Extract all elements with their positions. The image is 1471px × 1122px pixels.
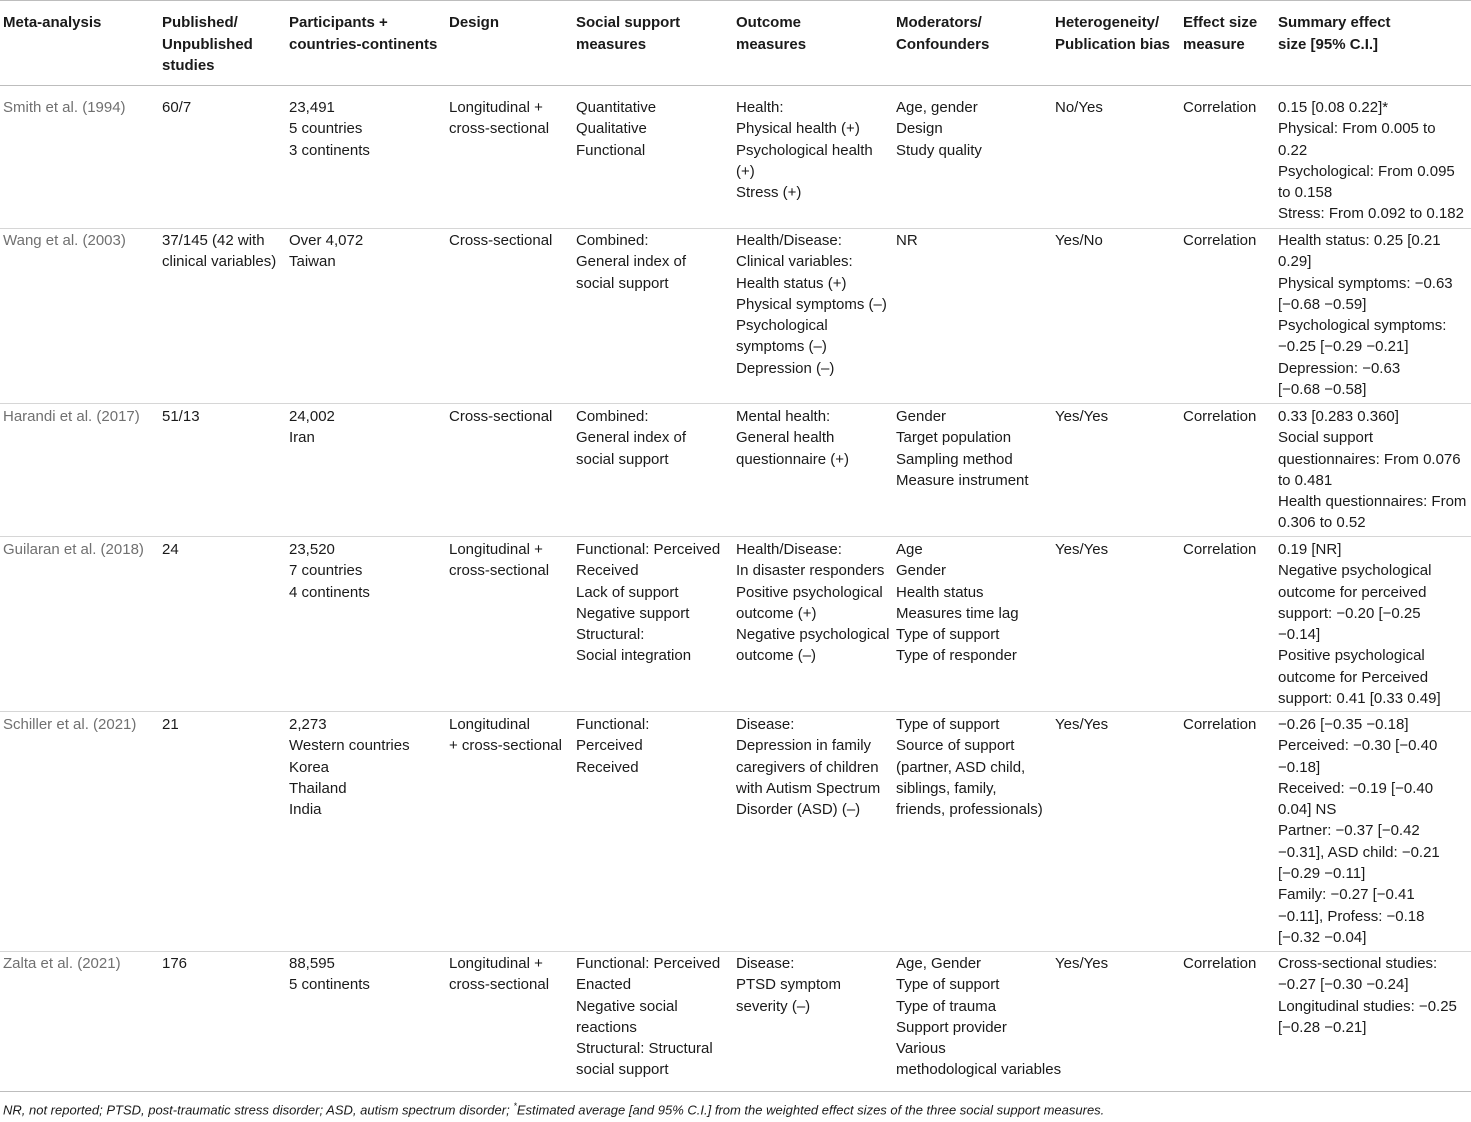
cell-summary: Cross-sectional studies: −0.27 [−0.30 −0.24] Longitudinal studies: −0.25 [−0.28 −0.21] [1278,955,1457,1036]
header-summary-effect: Summary effect size [95% C.I.] [1278,14,1391,53]
header-design: Design [449,14,500,31]
cell-design: Longitudinal + cross-sectional [449,955,550,994]
cell-moderators: Age, gender Design Study quality [896,99,982,159]
cell-studies: 51/13 [162,408,200,425]
header-participants: Participants + countries-continents [289,14,438,53]
footnote-abbreviations: NR, not reported; PTSD, post-traumatic stress disorder; ASD, autism spectrum disorder; [3,1102,514,1118]
cell-studies: 60/7 [162,99,192,116]
cell-outcome: Health/Disease: Clinical variables: Health status (+) Physical symptoms (–) Psychological symptoms (–) Depression (–) [736,232,887,377]
row-divider [0,403,1471,404]
cell-outcome: Disease: PTSD symptom severity (–) [736,955,842,1015]
header-outcome-measures: Outcome measures [736,14,807,53]
cell-meta: Wang et al. (2003) [3,232,126,249]
header-studies: Published/ Unpublished studies [162,14,253,74]
header-effect-size-measure: Effect size measure [1183,14,1258,53]
cell-studies: 176 [162,955,188,972]
footnote-note: Estimated average [and 95% C.I.] from the weighted effect sizes of the three social support measures. [516,1102,1105,1118]
row-divider [0,951,1471,952]
cell-participants: 24,002 Iran [289,408,335,447]
cell-moderators: NR [896,232,918,249]
cell-effect-measure: Correlation [1183,955,1257,972]
cell-support: Quantitative Qualitative Functional [576,99,657,159]
cell-support: Functional: Perceived Received Lack of support Negative support Structural: Social integration [576,541,721,665]
cell-meta: Guilaran et al. (2018) [3,541,144,558]
footnote-marker: * [513,1101,517,1111]
cell-heterogeneity: No/Yes [1055,99,1103,116]
cell-summary: 0.15 [0.08 0.22]* Physical: From 0.005 to 0.22 Psychological: From 0.095 to 0.158 Stress: From 0.092 to 0.182 [1278,99,1464,223]
cell-effect-measure: Correlation [1183,99,1257,116]
table-bottom-rule [0,1091,1471,1092]
cell-effect-measure: Correlation [1183,716,1257,733]
cell-meta: Schiller et al. (2021) [3,716,137,733]
header-support-measures: Social support measures [576,14,681,53]
cell-design: Longitudinal + cross-sectional [449,541,550,580]
cell-studies: 24 [162,541,179,558]
cell-moderators: Age, Gender Type of support Type of trauma Support provider Various methodological variables [896,955,1062,1079]
header-meta-analysis: Meta-analysis [3,14,102,31]
row-divider [0,711,1471,712]
cell-outcome: Mental health: General health questionnaire (+) [736,408,849,468]
cell-design: Longitudinal + cross-sectional [449,716,562,755]
cell-studies: 21 [162,716,179,733]
cell-participants: Over 4,072 Taiwan [289,232,364,271]
cell-effect-measure: Correlation [1183,408,1257,425]
cell-heterogeneity: Yes/Yes [1055,408,1109,425]
cell-heterogeneity: Yes/Yes [1055,541,1109,558]
cell-moderators: Type of support Source of support (partner, ASD child, siblings, family, friends, professionals) [896,716,1043,819]
cell-design: Longitudinal + cross-sectional [449,99,550,138]
cell-outcome: Health/Disease: In disaster responders Positive psychological outcome (+) Negative psychological outcome (–) [736,541,890,665]
table-header-row [0,0,1471,86]
cell-participants: 88,595 5 continents [289,955,370,994]
cell-heterogeneity: Yes/Yes [1055,955,1109,972]
cell-effect-measure: Correlation [1183,232,1257,249]
header-heterogeneity: Heterogeneity/ Publication bias [1055,14,1171,53]
row-divider [0,536,1471,537]
cell-heterogeneity: Yes/Yes [1055,716,1109,733]
cell-heterogeneity: Yes/No [1055,232,1103,249]
cell-participants: 23,491 5 countries 3 continents [289,99,370,159]
cell-outcome: Disease: Depression in family caregivers of children with Autism Spectrum Disorder (ASD) (–) [736,716,881,819]
cell-participants: 2,273 Western countries Korea Thailand India [289,716,410,819]
cell-summary: −0.26 [−0.35 −0.18] Perceived: −0.30 [−0.40 −0.18] Received: −0.19 [−0.40 0.04] NS Partner: −0.37 [−0.42 −0.31], ASD child: −0.21 [−0.29 −0.11] Family: −0.27 [−0.41 −0.11], Profess: −0.18 [−0.32 −0.04] [1278,716,1440,946]
cell-participants: 23,520 7 countries 4 continents [289,541,370,601]
cell-summary: Health status: 0.25 [0.21 0.29] Physical symptoms: −0.63 [−0.68 −0.59] Psychological symptoms: −0.25 [−0.29 −0.21] Depression: −0.63 [−0.68 −0.58] [1278,232,1453,399]
cell-meta: Smith et al. (1994) [3,99,126,116]
cell-support: Combined: General index of social support [576,232,687,292]
cell-meta: Zalta et al. (2021) [3,955,121,972]
cell-support: Functional: Perceived Received [576,716,650,776]
cell-effect-measure: Correlation [1183,541,1257,558]
cell-design: Cross-sectional [449,232,553,249]
cell-moderators: Gender Target population Sampling method Measure instrument [896,408,1029,489]
cell-support: Functional: Perceived Enacted Negative social reactions Structural: Structural social support [576,955,721,1079]
cell-outcome: Health: Physical health (+) Psychological health (+) Stress (+) [736,99,873,202]
table-footnote [3,1101,1104,1117]
cell-summary: 0.33 [0.283 0.360] Social support questionnaires: From 0.076 to 0.481 Health questionnaires: From 0.306 to 0.52 [1278,408,1467,532]
cell-meta: Harandi et al. (2017) [3,408,140,425]
cell-support: Combined: General index of social support [576,408,687,468]
cell-moderators: Age Gender Health status Measures time lag Type of support Type of responder [896,541,1019,665]
cell-design: Cross-sectional [449,408,553,425]
row-divider [0,228,1471,229]
header-moderators: Moderators/ Confounders [896,14,990,53]
cell-summary: 0.19 [NR] Negative psychological outcome for perceived support: −0.20 [−0.25 −0.14] Positive psychological outcome for Perceived support: 0.41 [0.33 0.49] [1278,541,1441,708]
cell-studies: 37/145 (42 with clinical variables) [162,232,277,271]
